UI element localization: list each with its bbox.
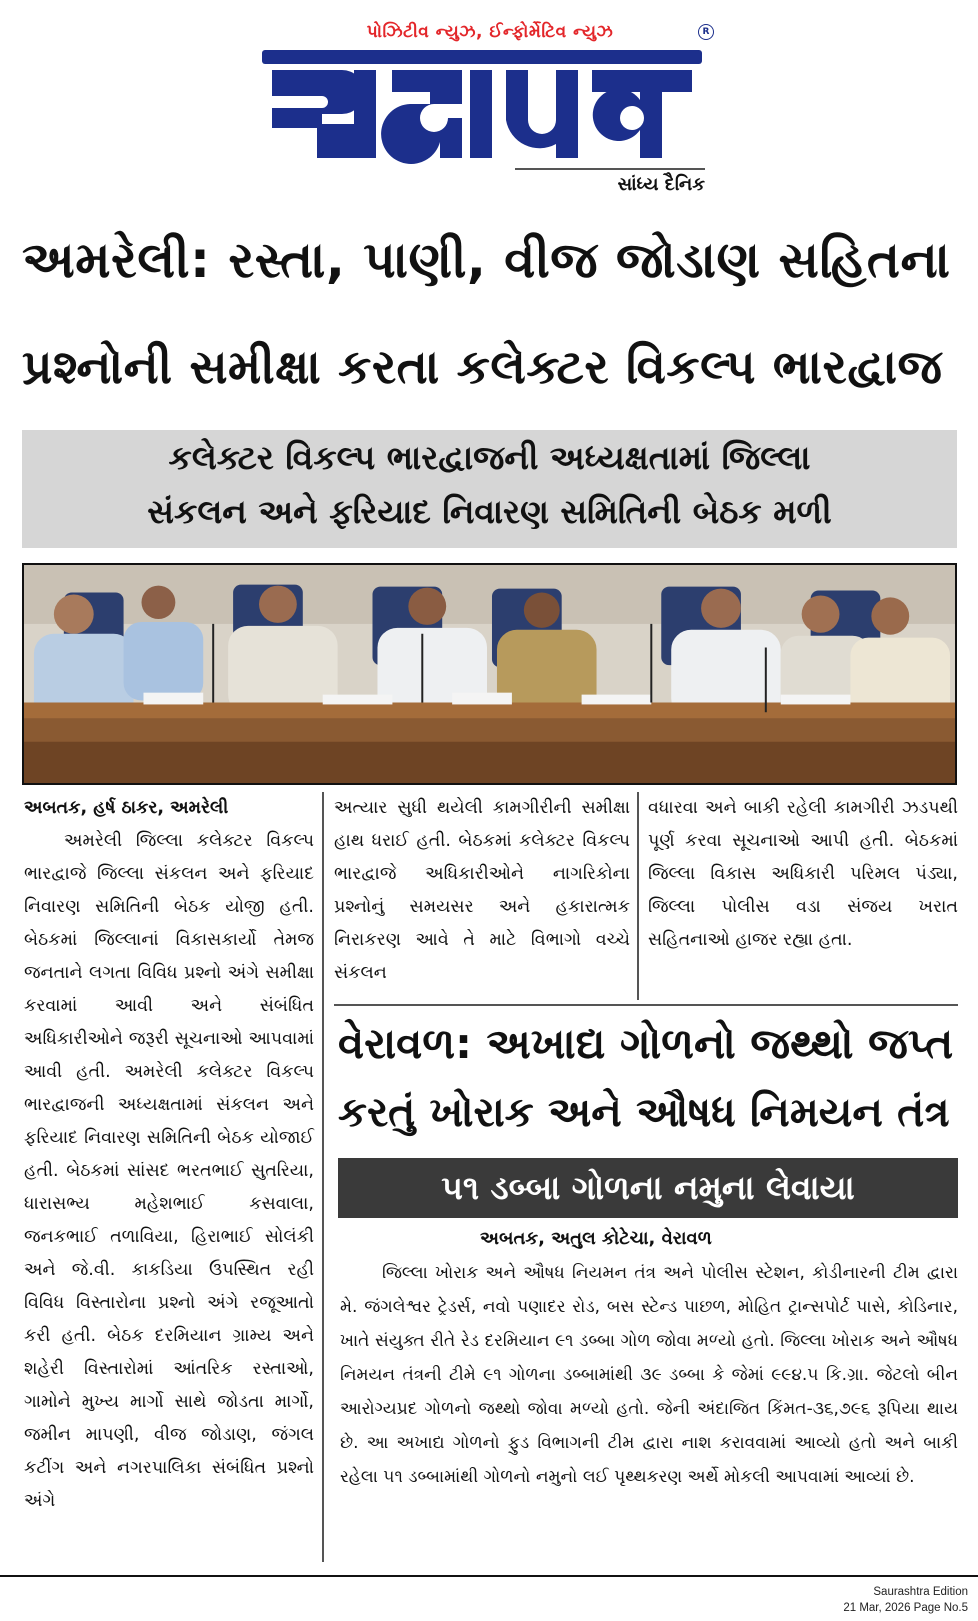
story-1-byline: અબતક, હર્ષ ઠાકર, અમરેલી xyxy=(24,798,229,818)
story-1-column-2-text: અત્યાર સુધી થયેલી કામગીરીની સમીક્ષા હાથ ધરાઈ હતી. બેઠકમાં કલેક્ટર વિકલ્પ ભારદ્વાજે અધિકારીઓને નાગરિકોના પ્રશ્નોનું સમયસર અને હકારાત્મક નિરાકરણ આવે તે માટે વિભાગો વચ્ચે સંકલન xyxy=(334,798,630,983)
headline-2-line-2: કરતું ખોરાક અને ઔષધ નિમયન તંત્ર xyxy=(338,1088,950,1136)
story-1-column-2 xyxy=(334,792,630,990)
column-divider-1 xyxy=(322,792,324,1562)
headline-1-line-1: અમરેલી: રસ્તા, પાણી, વીજ જોડાણ સહિતના xyxy=(22,231,951,289)
subhead-1-line-2: સંકલન અને ફરિયાદ નિવારણ સમિતિની બેઠક મળી xyxy=(147,492,832,531)
story-2-byline: અબતક, અતુલ કોટેચા, વેરાવળ xyxy=(480,1228,712,1249)
footer-edition: Saurashtra Edition xyxy=(873,1586,968,1598)
story-2-text: જિલ્લા ખોરાક અને ઔષધ નિયમન તંત્ર અને પોલીસ સ્ટેશન, કોડીનારની ટીમ દ્વારા મે. જંગલેશ્વર ટ્રેડર્સ, નવો પણાદર રોડ, બસ સ્ટેન્ડ પાછળ, મોહિત ટ્રાન્સપોર્ટ પાસે, કોડિનાર, ખાતે સંયુક્ત રીતે રેડ દરમિયાન ૯૧ ડબ્બા ગોળ જોવા મળ્યો હતો. જિલ્લા ખોરાક અને ઔષધ નિમયન તંત્રની ટીમે ૯૧ ગોળના ડબ્બામાંથી ૩૯ ડબ્બા કે જેમાં ૯૯૪.૫ કિ.ગ્રા. જેટલો બીન આરોગ્યપ્રદ ગોળનો જથ્થો જોવા મળ્યો હતો. જેની અંદાજિત કિંમત-૩૬,૭૯૬ રૂપિયા થાય છે. આ અખાદ્ય ગોળનો ફુડ વિભાગની ટીમ દ્વારા નાશ કરાવવામાં આવ્યો હતો અને બાકી રહેલા ૫૧ ડબ્બામાંથી ગોળનો નમુનો લઈ પૃથ્થકરણ અર્થે મોકલી આપવામાં આવ્યાં છે. xyxy=(340,1263,958,1487)
masthead-divider xyxy=(515,168,705,170)
masthead-tagline: પોઝિટીવ ન્યુઝ, ઈન્ફોર્મેટિવ ન્યુઝ xyxy=(366,22,614,42)
footer-date-page: 21 Mar, 2026 Page No.5 xyxy=(843,1602,968,1614)
headline-2-line-1: વેરાવળ: અખાદ્ય ગોળનો જથ્થો જપ્ત xyxy=(338,1019,954,1068)
story-divider xyxy=(334,1004,958,1006)
abtak-logo xyxy=(262,44,702,164)
story-1-column-3-text: વધારવા અને બાકી રહેલી કામગીરી ઝડપથી પૂર્ણ કરવા સૂચનાઓ આપી હતી. બેઠકમાં જિલ્લા વિકાસ અધિકારી પરિમલ પંડ્યા, જિલ્લા પોલીસ વડા સંજય ખરાત સહિતનાઓ હાજર રહ્યા હતા. xyxy=(648,798,958,950)
subhead-1-line-1: કલેક્ટર વિકલ્પ ભારદ્વાજની અધ્યક્ષતામાં જિલ્લા xyxy=(168,438,811,477)
story-1-column-1-text: અમરેલી જિલ્લા કલેક્ટર વિકલ્પ ભારદ્વાજે જિલ્લા સંકલન અને ફરિયાદ નિવારણ સમિતિની બેઠક યોજી હતી. બેઠકમાં જિલ્લાનાં વિકાસકાર્યો તેમજ જનતાને લગતા વિવિધ પ્રશ્નો અંગે સમીક્ષા કરવામાં આવી અને સંબંધિત અધિકારીઓને જરૂરી સૂચનાઓ આપવામાં આવી હતી. અમરેલી કલેક્ટર વિકલ્પ ભારદ્વાજની અધ્યક્ષતામાં સંકલન અને ફરિયાદ નિવારણ સમિતિની બેઠક યોજાઈ હતી. બેઠકમાં સાંસદ ભરતભાઈ સુતરિયા, ધારાસભ્ય મહેશભાઈ કસવાલા, જનકભાઈ તળાવિયા, હિરાભાઈ સોલંકી અને જે.વી. કાકડિયા ઉપસ્થિત રહી વિવિધ વિસ્તારોના પ્રશ્નો અંગે રજૂઆતો કરી હતી. બેઠક દરમિયાન ગ્રામ્ય અને શહેરી વિસ્તારોમાં આંતરિક રસ્તાઓ, ગામોને મુખ્ય માર્ગો સાથે જોડતા માર્ગો, જમીન માપણી, વીજ જોડાણ, જંગલ કટીંગ અને નગરપાલિકા સંબંધિત પ્રશ્નો અંગે xyxy=(24,831,314,1511)
footer-rule xyxy=(0,1575,978,1577)
subhead-2: ૫૧ ડબ્બા ગોળના નમુના લેવાયા xyxy=(441,1168,855,1207)
meeting-photo xyxy=(22,563,957,785)
footer xyxy=(843,1584,968,1616)
story-2-body xyxy=(340,1256,958,1494)
story-1-column-1 xyxy=(24,792,314,1518)
column-divider-2 xyxy=(637,792,639,1000)
registered-mark-icon: R xyxy=(698,24,714,40)
story-1-column-3 xyxy=(648,792,958,957)
headline-1-line-2: પ્રશ્નોની સમીક્ષા કરતા કલેક્ટર વિકલ્પ ભારદ્વાજ xyxy=(22,340,943,395)
masthead-subtitle: સાંધ્ય દૈનિક xyxy=(617,174,705,195)
